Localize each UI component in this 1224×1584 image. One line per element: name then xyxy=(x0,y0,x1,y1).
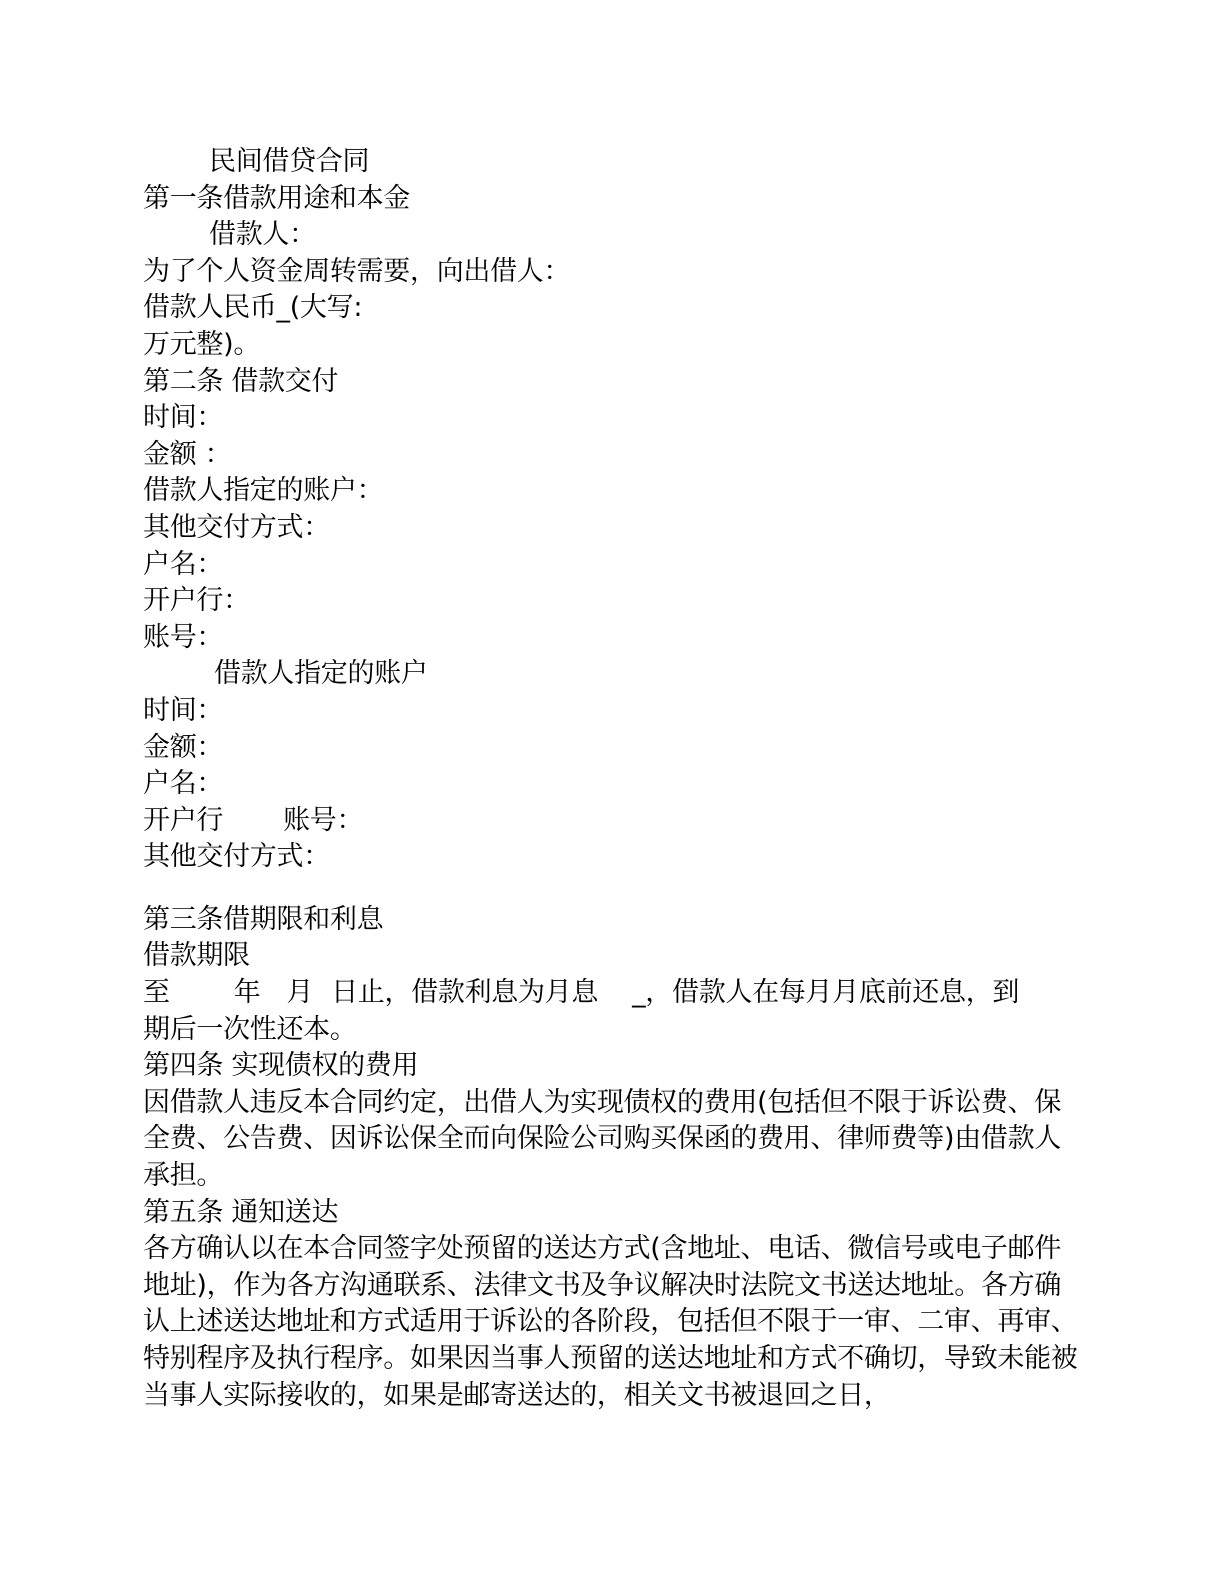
account-number-2: 账号： xyxy=(283,804,364,836)
delivery-amount: 金额 ： xyxy=(143,438,232,470)
principal-line: 借款人民币_(大写: xyxy=(143,292,363,324)
bank-and-account-line xyxy=(143,803,1083,840)
term-day-interest: 日止，借款利息为月息 xyxy=(331,977,599,1009)
contract-body xyxy=(143,144,1083,1414)
article-4-body: 因借款人违反本合同约定，出借人为实现债权的费用(包括但不限于诉讼费、保全费、公告费、因诉讼保全而向保险公司购买保函的费用、律师费等)由借款人承担。 xyxy=(143,1086,1062,1192)
loan-term-line xyxy=(143,975,1083,1012)
loan-period-label: 借款期限 xyxy=(143,940,250,972)
other-delivery-method: 其他交付方式： xyxy=(143,511,330,543)
borrower-label: 借款人： xyxy=(209,219,316,251)
article-1-heading: 第一条借款用途和本金 xyxy=(143,182,410,214)
other-delivery-method-2: 其他交付方式： xyxy=(143,841,330,873)
account-bank: 开户行： xyxy=(143,585,250,617)
repayment-line: 期后一次性还本。 xyxy=(143,1013,357,1045)
article-3-heading: 第三条借期限和利息 xyxy=(143,903,384,935)
account-name: 户名： xyxy=(143,548,224,580)
designated-account-subheading: 借款人指定的账户 xyxy=(214,658,428,690)
account-name-2: 户名： xyxy=(143,768,224,800)
delivery-amount-2: 金额： xyxy=(143,731,224,763)
term-year: 年 xyxy=(233,977,261,1009)
delivery-time-2: 时间： xyxy=(143,694,224,726)
term-month: 月 xyxy=(286,977,314,1009)
interest-terms: _，借款人在每月月底前还息，到 xyxy=(632,977,1020,1009)
document-title: 民间借贷合同 xyxy=(209,146,370,177)
article-5-body: 各方确认以在本合同签字处预留的送达方式(含地址、电话、微信号或电子邮件地址)，作为各方沟通联系、法律文书及争议解决时法院文书送达地址。各方确认上述送达地址和方式适用于诉讼的各阶段，包括但不限于一审、二审、再审、特别程序及执行程序。如果因当事人预留的送达地址和方式不确切，导致未能被当事人实际接收的，如果是邮寄送达的，相关文书被退回之日， xyxy=(143,1233,1078,1411)
principal-amount-line: 万元整)。 xyxy=(143,328,261,360)
account-number: 账号： xyxy=(143,621,224,653)
article-2-heading: 第二条 借款交付 xyxy=(143,365,339,397)
article-4-heading: 第四条 实现债权的费用 xyxy=(143,1050,419,1082)
delivery-time: 时间： xyxy=(143,402,224,434)
term-to: 至 xyxy=(143,977,170,1009)
article-5-heading: 第五条 通知送达 xyxy=(143,1196,339,1228)
designated-account: 借款人指定的账户： xyxy=(143,475,384,507)
purpose-line: 为了个人资金周转需要，向出借人： xyxy=(143,255,571,287)
account-bank-2: 开户行 xyxy=(143,804,224,836)
